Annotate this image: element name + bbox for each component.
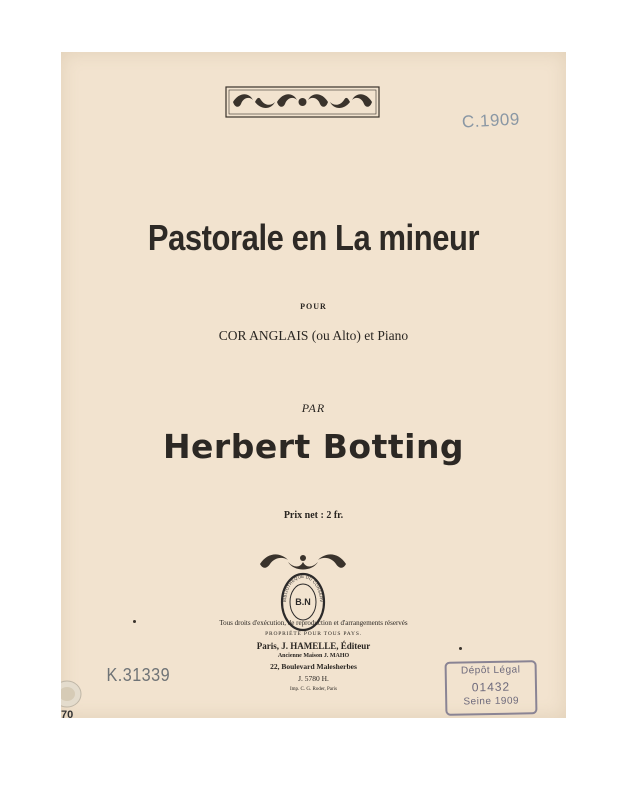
- publisher-address: 22, Boulevard Malesherbes: [270, 662, 357, 671]
- depot-stamp-number: 01432: [471, 679, 511, 695]
- page-title: Pastorale en La mineur: [147, 217, 480, 258]
- rights-notice: Tous droits d'exécution, de reproduction et d'arrangements réservés: [219, 619, 408, 627]
- price-line: Prix net : 2 fr.: [283, 510, 344, 521]
- instrumentation-line: COR ANGLAIS (ou Alto) et Piano: [218, 328, 409, 343]
- property-notice: PROPRIÉTÉ POUR TOUS PAYS.: [265, 631, 362, 637]
- binding-disc: [61, 680, 83, 708]
- plate-number: J. 5780 H.: [298, 674, 329, 683]
- stamp-center-text: B.N: [295, 597, 311, 607]
- score-cover-page: [61, 52, 566, 718]
- specks: [459, 647, 462, 650]
- specks: [133, 620, 136, 623]
- printer-imprint: Imp. C. G. Roder, Paris: [289, 687, 338, 692]
- depot-stamp-line1: Dépôt Légal: [460, 664, 521, 677]
- publisher-line: Paris, J. HAMELLE, Éditeur: [256, 641, 371, 651]
- depot-legal-stamp: [445, 660, 538, 716]
- top-floral-ornament: [225, 86, 380, 118]
- composer-name: Herbert Botting: [162, 427, 465, 466]
- pour-label: POUR: [300, 302, 327, 311]
- corner-number-label: 70: [61, 709, 74, 718]
- bottom-floral-ornament: [258, 550, 348, 574]
- handwritten-shelfmark: C.1909: [461, 109, 521, 132]
- handwritten-call-number: K.31339: [106, 665, 171, 685]
- stamp-ring-text: BIBLIOTHÈQUE DU CONSERV: [281, 573, 325, 603]
- par-label: PAR: [301, 401, 326, 415]
- former-house-line: Ancienne Maison J. MAHO: [277, 653, 350, 659]
- depot-stamp-line3: Seine 1909: [463, 695, 520, 708]
